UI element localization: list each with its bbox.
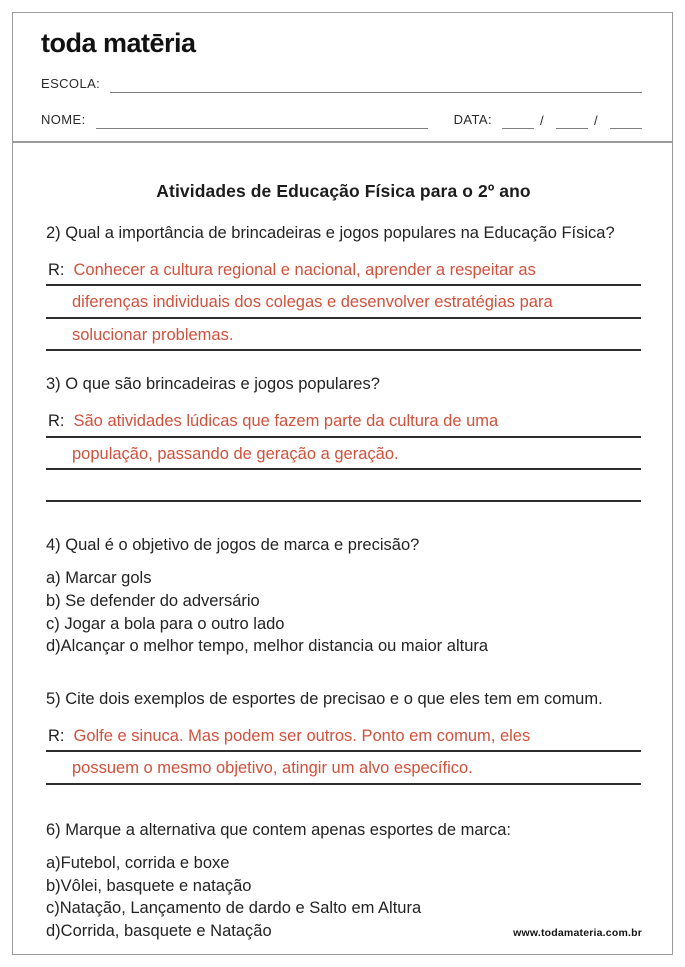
school-label: ESCOLA:	[41, 76, 101, 91]
date-label: DATA:	[453, 112, 492, 127]
date-month-blank	[556, 115, 588, 129]
answer-text: população, passando de geração a geração.	[72, 444, 399, 463]
question-6	[46, 820, 641, 943]
worksheet-body	[13, 143, 672, 943]
answer-line	[46, 752, 641, 784]
question-4-text: 4) Qual é o objetivo de jogos de marca e precisão?	[46, 536, 420, 555]
question-5	[46, 689, 641, 785]
option-c-correct: c)Natação, Lançamento de dardo e Salto em Altura	[46, 899, 422, 918]
option-d-correct: d)Alcançar o melhor tempo, melhor distancia ou maior altura	[46, 637, 489, 656]
option-a: a)Futebol, corrida e boxe	[46, 853, 230, 872]
question-3-text: 3) O que são brincadeiras e jogos populares?	[46, 375, 380, 394]
name-label: NOME:	[41, 112, 86, 127]
answer-line	[46, 438, 641, 470]
option-d: d)Corrida, basquete e Natação	[46, 922, 272, 941]
worksheet-header	[13, 13, 672, 143]
answer-label: R:	[48, 412, 65, 431]
worksheet-title: Atividades de Educação Física para o 2º ano	[156, 181, 531, 201]
question-4	[46, 535, 641, 658]
answer-label: R:	[48, 260, 65, 279]
answer-text: diferenças individuais dos colegas e desenvolver estratégias para	[72, 293, 553, 312]
answer-text: São atividades lúdicas que fazem parte da cultura de uma	[73, 412, 499, 431]
footer-url: www.todamateria.com.br	[513, 927, 642, 939]
worksheet-page	[12, 12, 673, 955]
school-blank-line	[110, 79, 642, 93]
answer-label: R:	[48, 727, 65, 745]
answer-line	[46, 405, 641, 437]
question-2-text: 2) Qual a importância de brincadeiras e jogos populares na Educação Física?	[46, 224, 615, 242]
answer-text: Conhecer a cultura regional e nacional, aprender a respeitar as	[73, 260, 536, 279]
date-slash: /	[539, 113, 544, 128]
date-year-blank	[610, 115, 642, 129]
school-row	[41, 76, 642, 93]
date-slash: /	[593, 113, 598, 128]
question-4-options	[46, 567, 641, 658]
option-b: b) Se defender do adversário	[46, 591, 260, 610]
name-blank-line	[96, 115, 428, 129]
option-b: b)Vôlei, basquete e natação	[46, 876, 252, 895]
date-day-blank	[502, 115, 534, 129]
answer-line	[46, 254, 641, 286]
option-a: a) Marcar gols	[46, 569, 152, 587]
question-3	[46, 374, 641, 502]
toda-materia-logo: toda matēria	[41, 28, 196, 58]
answer-text: Golfe e sinuca. Mas podem ser outros. Ponto em comum, eles	[73, 727, 531, 745]
question-2	[46, 223, 641, 351]
answer-line	[46, 286, 641, 318]
answer-line	[46, 720, 641, 752]
question-5-text: 5) Cite dois exemplos de esportes de precisao e o que eles tem em comum.	[46, 690, 603, 709]
name-date-row	[41, 112, 642, 129]
answer-text: possuem o mesmo objetivo, atingir um alvo específico.	[72, 759, 473, 778]
question-6-text: 6) Marque a alternativa que contem apenas esportes de marca:	[46, 820, 512, 839]
option-c: c) Jogar a bola para o outro lado	[46, 614, 285, 633]
answer-blank-line	[46, 470, 641, 502]
answer-line	[46, 319, 641, 351]
answer-text: solucionar problemas.	[72, 325, 234, 344]
